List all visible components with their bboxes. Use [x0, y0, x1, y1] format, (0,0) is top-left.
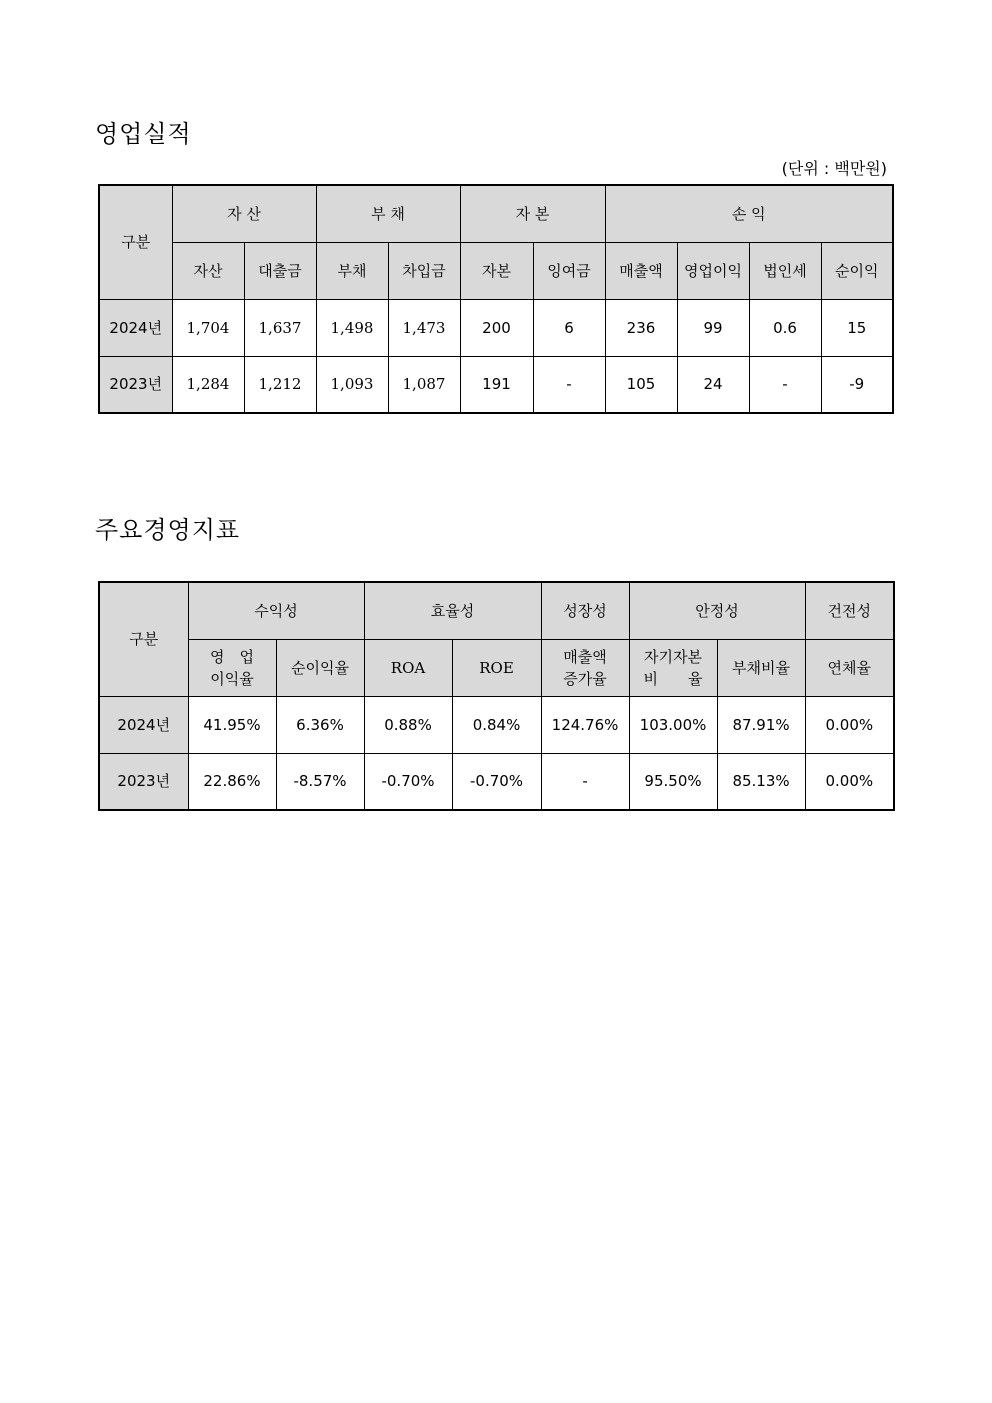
header-group-liabilities: 부 채: [316, 185, 460, 242]
header-group-growth: 성장성: [541, 582, 629, 639]
cell: -9: [821, 356, 893, 413]
cell: -: [541, 753, 629, 810]
cell: 99: [677, 299, 749, 356]
header-col: 잉여금: [533, 242, 605, 299]
cell: 1,473: [388, 299, 460, 356]
header-category: 구분: [99, 185, 172, 299]
cell: 41.95%: [188, 696, 276, 753]
unit-label: (단위 : 백만원): [781, 159, 887, 178]
cell: 95.50%: [629, 753, 717, 810]
cell: 87.91%: [717, 696, 805, 753]
cell: 200: [460, 299, 533, 356]
cell: 1,212: [244, 356, 316, 413]
cell: 0.6: [749, 299, 821, 356]
header-col: 매출액: [605, 242, 677, 299]
row-label: 2024년: [99, 299, 172, 356]
header-col: 순이익율: [276, 639, 364, 696]
header-col: 법인세: [749, 242, 821, 299]
header-group-profit-loss: 손 익: [605, 185, 893, 242]
header-col: 영업이익: [677, 242, 749, 299]
header-col: 자본: [460, 242, 533, 299]
header-col: 부채: [316, 242, 388, 299]
performance-table: [98, 184, 894, 414]
cell: 0.84%: [452, 696, 541, 753]
header-col: 연체율: [805, 639, 894, 696]
header-group-stability: 안정성: [629, 582, 805, 639]
header-col: 대출금: [244, 242, 316, 299]
cell: 124.76%: [541, 696, 629, 753]
header-col: ROE: [452, 639, 541, 696]
header-col: 자산: [172, 242, 244, 299]
section-title-performance: 영업실적: [95, 120, 192, 148]
cell: 22.86%: [188, 753, 276, 810]
section-title-key-indicators: 주요경영지표: [95, 516, 241, 544]
cell: 0.00%: [805, 753, 894, 810]
table-row: [99, 356, 893, 413]
cell: 0.88%: [364, 696, 452, 753]
cell: 15: [821, 299, 893, 356]
cell: 191: [460, 356, 533, 413]
table-row: [99, 753, 894, 810]
cell: 1,093: [316, 356, 388, 413]
header-category: 구분: [99, 582, 188, 696]
cell: -0.70%: [364, 753, 452, 810]
header-col: 부채비율: [717, 639, 805, 696]
table-row: [99, 299, 893, 356]
cell: 6: [533, 299, 605, 356]
row-label: 2024년: [99, 696, 188, 753]
cell: 1,498: [316, 299, 388, 356]
header-group-soundness: 건전성: [805, 582, 894, 639]
cell: -8.57%: [276, 753, 364, 810]
cell: 103.00%: [629, 696, 717, 753]
key-indicators-table: [98, 581, 895, 811]
cell: -: [749, 356, 821, 413]
cell: 236: [605, 299, 677, 356]
cell: 24: [677, 356, 749, 413]
header-col: 영 업 이익율: [188, 639, 276, 696]
cell: 85.13%: [717, 753, 805, 810]
header-col: ROA: [364, 639, 452, 696]
header-group-assets: 자 산: [172, 185, 316, 242]
header-group-efficiency: 효율성: [364, 582, 541, 639]
row-label: 2023년: [99, 753, 188, 810]
header-group-equity: 자 본: [460, 185, 605, 242]
header-col: 차입금: [388, 242, 460, 299]
header-group-profitability: 수익성: [188, 582, 364, 639]
cell: 105: [605, 356, 677, 413]
cell: 6.36%: [276, 696, 364, 753]
cell: 1,704: [172, 299, 244, 356]
cell: -0.70%: [452, 753, 541, 810]
cell: -: [533, 356, 605, 413]
cell: 0.00%: [805, 696, 894, 753]
table-row: [99, 696, 894, 753]
cell: 1,087: [388, 356, 460, 413]
header-col: 자기자본 비 율: [629, 639, 717, 696]
header-col: 매출액 증가율: [541, 639, 629, 696]
cell: 1,637: [244, 299, 316, 356]
cell: 1,284: [172, 356, 244, 413]
row-label: 2023년: [99, 356, 172, 413]
header-col: 순이익: [821, 242, 893, 299]
